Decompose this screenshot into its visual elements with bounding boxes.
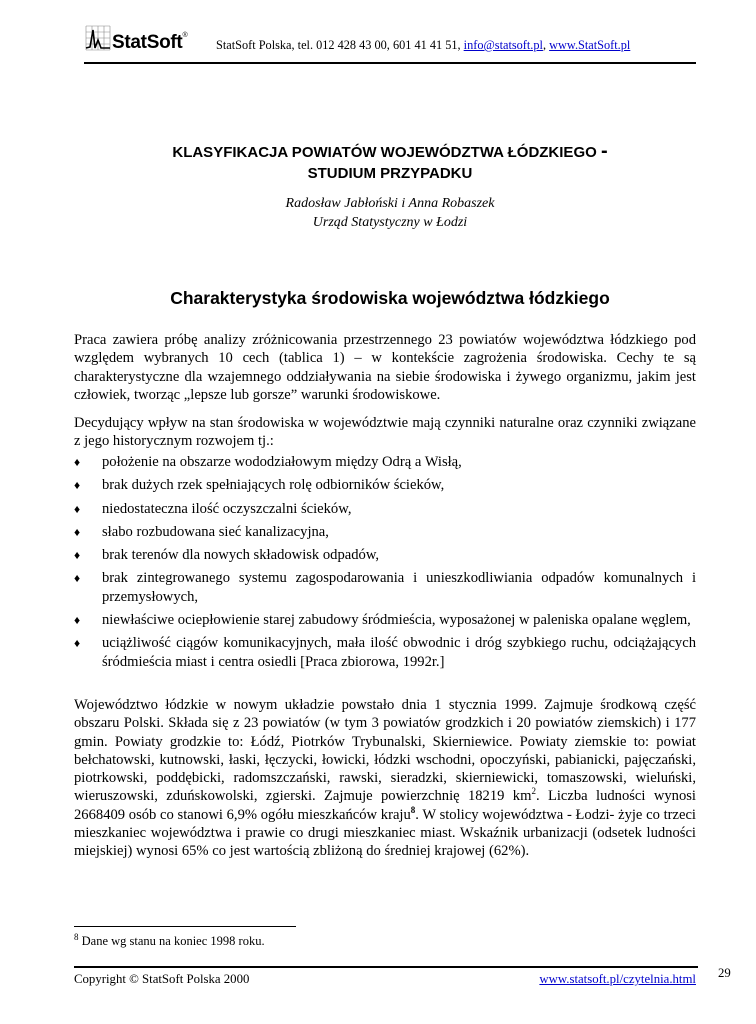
list-item: ♦ brak dużych rzek spełniających rolę odbiorników ścieków, bbox=[74, 477, 445, 494]
footnote: $^8$ Dane wg stanu na koniec 1998 roku. bbox=[74, 931, 265, 948]
header-website-link[interactable]: www.StatSoft.pl bbox=[549, 38, 631, 52]
diamond-bullet-icon: ♦ bbox=[74, 501, 81, 516]
footer-divider bbox=[74, 966, 698, 968]
diamond-bullet-icon: ♦ bbox=[74, 478, 81, 493]
header-sep: , bbox=[542, 38, 550, 52]
diamond-bullet-icon: ♦ bbox=[74, 613, 81, 628]
diamond-bullet-icon: ♦ bbox=[74, 455, 81, 469]
list-item: ♦ niedostateczna ilość oczyszczalni ścieków, bbox=[74, 500, 352, 517]
logo-text: StatSoft bbox=[112, 32, 183, 53]
list-item: ♦ uciążliwość ciągów komunikacyjnych, mała ilość obwodnic i dróg szybkiego ruchu, odciążających śródmieścia miast i centra osiedli [Praca zbiorowa, 1992r.] bbox=[74, 635, 696, 670]
paragraph-intro: Praca zawiera próbę analizy zróżnicowania przestrzennego 23 powiatów województwa łódzkiego pod względem wybranych 10 cech (tablica 1) – w kontekście zagrożenia środowiska. Cechy te są charakterystyczne dla wzajemnego oddziaływania na siebie środowiska i żywego organizmu, jakim jest człowiek, tworząc „lepsze lub gorsze” warunki środowiskowe. bbox=[74, 332, 696, 403]
list-item: ♦ brak zintegrowanego systemu zagospodarowania i unieszkodliwiania odpadów komunalnych i przemysłowych, bbox=[74, 570, 696, 605]
paragraph-voivodeship: Województwo łódzkie w nowym układzie powstało dnia 1 stycznia 1999. Zajmuje środkową część obszaru Polski. Składa się z 23 powiatów (w tym 3 powiatów grodzkich i 20 powiatów ziemskich) i 177 gmin. Powiaty grodzkie to: Łódź, Piotrków Trybunalski, Skierniewice. Powiaty ziemskie to: powiat bełchatowski, kutnowski, łaski, łęczycki, łowicki, łódzki wschodni, opoczyński, pabianicki, pajęczański, piotrkowski, poddębicki, radomszczański, rawski, sieradzki, skierniewicki, tomaszowski, wieluński, wieruszowski, zduńskowolski, zgierski. Zajmuje powierzchnię 18219 $km^2$. Liczba ludności wynosi 2668409 osób co stanowi 6,9% ogółu mieszkańców kraju$^8$. W stolicy województwa - Łodzi- żyje co trzeci mieszkaniec województwa i prawie co drugi mieszkaniec miast. Wskaźnik urbanizacji (odsetek ludności miejskiej) wynosi 65% co jest wartością zbliżoną do średniej krajowej (62%). bbox=[74, 697, 696, 860]
list-item: ♦ brak terenów dla nowych składowisk odpadów, bbox=[74, 547, 380, 564]
diamond-bullet-icon: ♦ bbox=[74, 571, 81, 586]
doc-title-line2: STUDIUM PRZYPADKU bbox=[307, 165, 473, 182]
affiliation: Urząd Statystyczny w Łodzi bbox=[312, 215, 468, 230]
authors: Radosław Jabłoński i Anna Robaszek bbox=[285, 196, 495, 211]
list-item: ♦ słabo rozbudowana sieć kanalizacyjna, bbox=[74, 523, 329, 540]
factors-list bbox=[74, 453, 696, 676]
header-email-link[interactable]: info@statsoft.pl bbox=[463, 38, 543, 52]
list-item: ♦ niewłaściwe ociepłowienie starej zabudowy śródmieścia, wyposażonej w paleniska opalane węglem, bbox=[74, 612, 691, 629]
title-dash: - bbox=[600, 140, 608, 162]
statsoft-logo[interactable] bbox=[84, 22, 209, 56]
statsoft-graph-icon bbox=[84, 22, 112, 52]
superscript-2: 2 bbox=[531, 786, 536, 797]
doc-title-line1: KLASYFIKACJA POWIATÓW WOJEWÓDZTWA ŁÓDZKIEGO - bbox=[172, 140, 608, 162]
diamond-bullet-icon: ♦ bbox=[74, 524, 81, 539]
footnote-ref-8[interactable]: 8 bbox=[410, 804, 416, 815]
header-contact bbox=[216, 38, 630, 53]
footer-link[interactable]: www.statsoft.pl/czytelnia.html bbox=[539, 972, 696, 986]
page-number: 29 bbox=[718, 966, 731, 980]
header-divider bbox=[84, 62, 696, 64]
registered-mark: ® bbox=[182, 32, 188, 39]
footnote-mark: 8 bbox=[74, 931, 79, 942]
diamond-bullet-icon: ♦ bbox=[74, 636, 81, 651]
header-phone: StatSoft Polska, tel. 012 428 43 00, 601 41 41 51, bbox=[216, 38, 464, 52]
diamond-bullet-icon: ♦ bbox=[74, 548, 81, 563]
page-header bbox=[84, 20, 684, 60]
footnote-divider bbox=[74, 926, 296, 927]
paragraph-factors: Decydujący wpływ na stan środowiska w województwie mają czynniki naturalne oraz czynniki związane z jego historycznym rozwojem tj.: bbox=[74, 415, 696, 450]
section-title: Charakterystyka środowiska województwa łódzkiego bbox=[170, 288, 610, 308]
copyright: Copyright © StatSoft Polska 2000 bbox=[74, 972, 250, 986]
list-item: ♦ położenie na obszarze wododziałowym między Odrą a Wisłą, bbox=[74, 454, 462, 470]
